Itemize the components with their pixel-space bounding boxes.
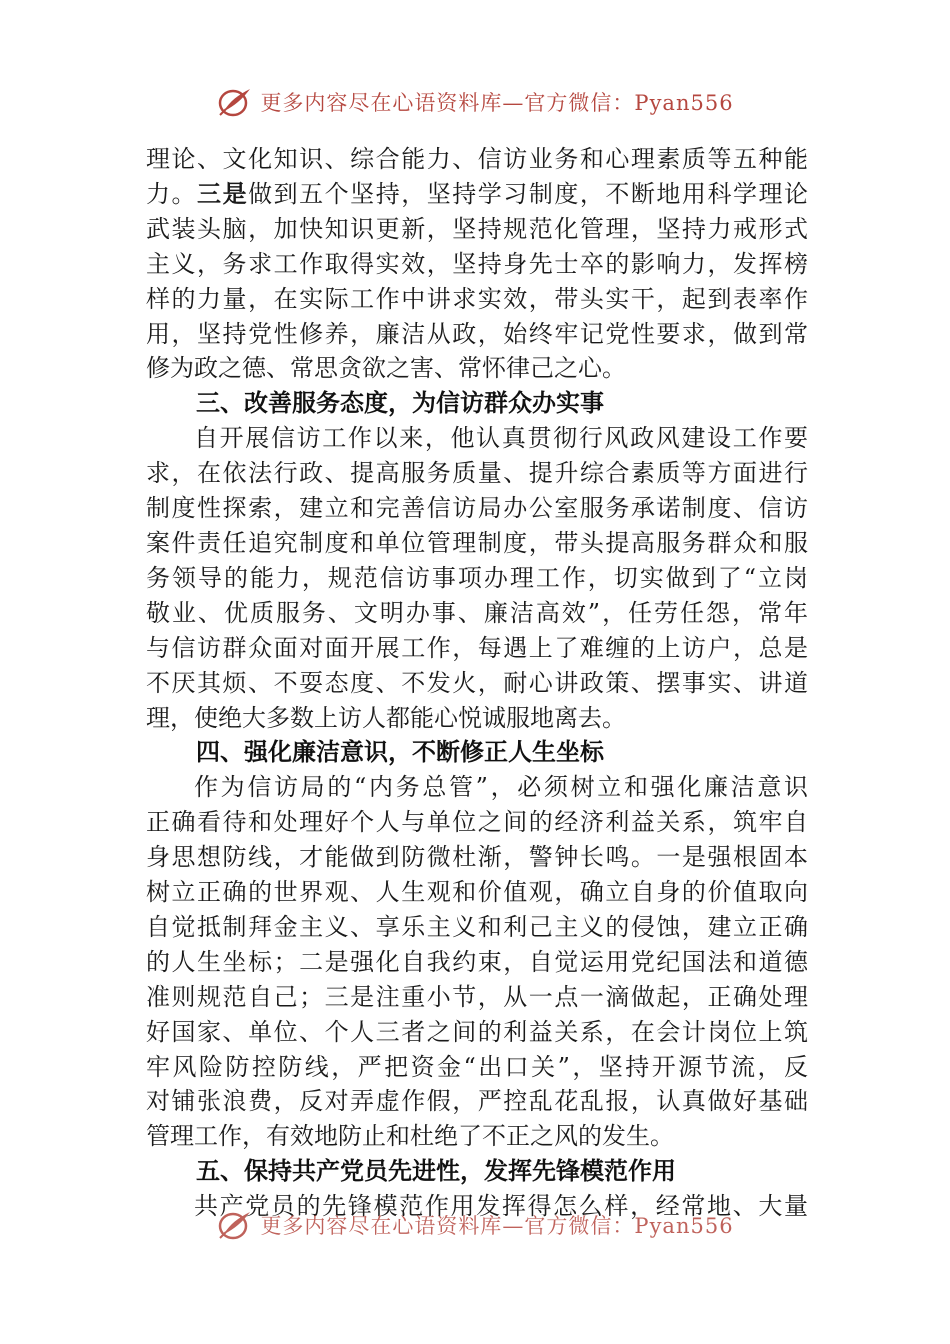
bold-lead: 三是 xyxy=(197,179,249,208)
text-line: 制度性探索，建立和完善信访局办公室服务承诺制度、信访 xyxy=(146,494,808,523)
text-line: 好国家、单位、个人三者之间的利益关系，在会计岗位上筑 xyxy=(146,1017,808,1046)
text-line: 不厌其烦、不耍态度、不发火，耐心讲政策、摆事实、讲道 xyxy=(146,668,808,697)
text-line: 的人生坐标；二是强化自我约束，自觉运用党纪国法和道德 xyxy=(146,947,808,976)
document-body xyxy=(146,142,808,1224)
paragraph-3 xyxy=(146,770,808,1154)
text-line: 牢风险防控防线，严把资金“出口关”，坚持开源节流，反 xyxy=(146,1052,808,1081)
section-heading-4: 四、强化廉洁意识，不断修正人生坐标 xyxy=(196,738,604,767)
watermark-text: 更多内容尽在心语资料库—官方微信：Pyan556 xyxy=(260,91,734,115)
text-line: 与信访群众面对面开展工作，每遇上了难缠的上访户，总是 xyxy=(146,633,808,662)
text-line: 作为信访局的“内务总管”，必须树立和强化廉洁意识 xyxy=(194,773,808,802)
text-line: 主义，务求工作取得实效，坚持身先士卒的影响力，发挥榜 xyxy=(146,249,808,278)
text-line: 树立正确的世界观、人生观和价值观，确立自身的价值取向 xyxy=(146,878,808,907)
quill-circle-logo xyxy=(216,1208,254,1242)
text-line: 案件责任追究制度和单位管理制度，带头提高服务群众和服 xyxy=(146,528,808,557)
text-line: 务领导的能力，规范信访事项办理工作，切实做到了“立岗 xyxy=(146,563,808,592)
watermark-header xyxy=(0,82,950,122)
text-line: 理论、文化知识、综合能力、信访业务和心理素质等五种能 xyxy=(146,145,808,173)
text-run: 做到五个坚持，坚持学习制度，不断地用科学理论 xyxy=(248,179,809,208)
paragraph-2 xyxy=(146,421,808,735)
text-line: 求，在依法行政、提高服务质量、提升综合素质等方面进行 xyxy=(146,459,808,488)
section-heading-3: 三、改善服务态度，为信访群众办实事 xyxy=(196,389,604,418)
text-line xyxy=(146,177,808,212)
text-line: 用，坚持党性修养，廉洁从政，始终牢记党性要求，做到常 xyxy=(146,319,808,348)
text-line: 对铺张浪费，反对弄虚作假，严控乱花乱报，认真做好基础 xyxy=(146,1087,808,1116)
section-heading-5: 五、保持共产党员先进性，发挥先锋模范作用 xyxy=(196,1157,676,1186)
text-line: 自觉抵制拜金主义、享乐主义和利己主义的侵蚀，建立正确 xyxy=(146,912,808,941)
text-line: 武装头脑，加快知识更新，坚持规范化管理，坚持力戒形式 xyxy=(146,214,808,243)
text-line: 自开展信访工作以来，他认真贯彻行风政风建设工作要 xyxy=(194,424,808,453)
watermark-text: 更多内容尽在心语资料库—官方微信：Pyan556 xyxy=(260,1214,734,1238)
text-line: 敬业、优质服务、文明办事、廉洁高效”，任劳任怨，常年 xyxy=(146,598,808,627)
text-line: 样的力量，在实际工作中讲求实效，带头实干，起到表率作 xyxy=(146,284,808,313)
paragraph-1 xyxy=(146,142,808,386)
text-line: 身思想防线，才能做到防微杜渐，警钟长鸣。一是强根固本 xyxy=(146,843,808,872)
quill-circle-logo xyxy=(216,85,254,119)
text-line: 修为政之德、常思贪欲之害、常怀律己之心。 xyxy=(146,354,626,383)
text-line: 准则规范自己；三是注重小节，从一点一滴做起，正确处理 xyxy=(146,982,808,1011)
text-line: 理，使绝大多数上访人都能心悦诚服地离去。 xyxy=(146,703,626,732)
text-line: 管理工作，有效地防止和杜绝了不正之风的发生。 xyxy=(146,1122,674,1151)
text-run: 力。 xyxy=(146,179,198,208)
text-line: 正确看待和处理好个人与单位之间的经济利益关系，筑牢自 xyxy=(146,808,808,837)
text-line: 共产党员的先锋模范作用发挥得怎么样，经常地、大量 xyxy=(194,1192,808,1221)
watermark-footer xyxy=(0,1205,950,1245)
